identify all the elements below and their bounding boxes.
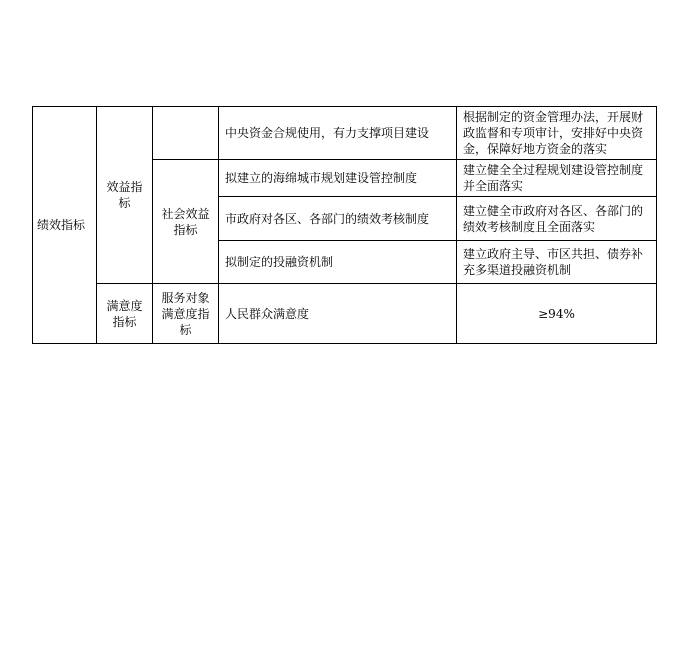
indicator-cell: 市政府对各区、各部门的绩效考核制度: [219, 197, 457, 241]
subcategory-cell: 效益指标: [97, 107, 153, 284]
category-cell: 绩效指标: [33, 107, 97, 344]
subcategory-cell: 满意度指标: [97, 284, 153, 344]
subcategory-cell: 社会效益指标: [153, 160, 219, 284]
target-cell: 建立健全全过程规划建设管控制度并全面落实: [457, 160, 657, 197]
target-cell: 根据制定的资金管理办法，开展财政监督和专项审计，安排好中央资金，保障好地方资金的落实: [457, 107, 657, 160]
indicator-cell: 人民群众满意度: [219, 284, 457, 344]
table-row: [33, 107, 657, 160]
empty-cell: [153, 107, 219, 160]
table-row: [33, 284, 657, 344]
indicator-cell: 拟制定的投融资机制: [219, 241, 457, 284]
subcategory-cell: 服务对象满意度指标: [153, 284, 219, 344]
target-cell: ≥94%: [457, 284, 657, 344]
indicator-cell: 拟建立的海绵城市规划建设管控制度: [219, 160, 457, 197]
performance-indicator-table: [32, 106, 657, 344]
target-cell: 建立政府主导、市区共担、债券补充多渠道投融资机制: [457, 241, 657, 284]
target-cell: 建立健全市政府对各区、各部门的绩效考核制度且全面落实: [457, 197, 657, 241]
indicator-cell: 中央资金合规使用，有力支撑项目建设: [219, 107, 457, 160]
